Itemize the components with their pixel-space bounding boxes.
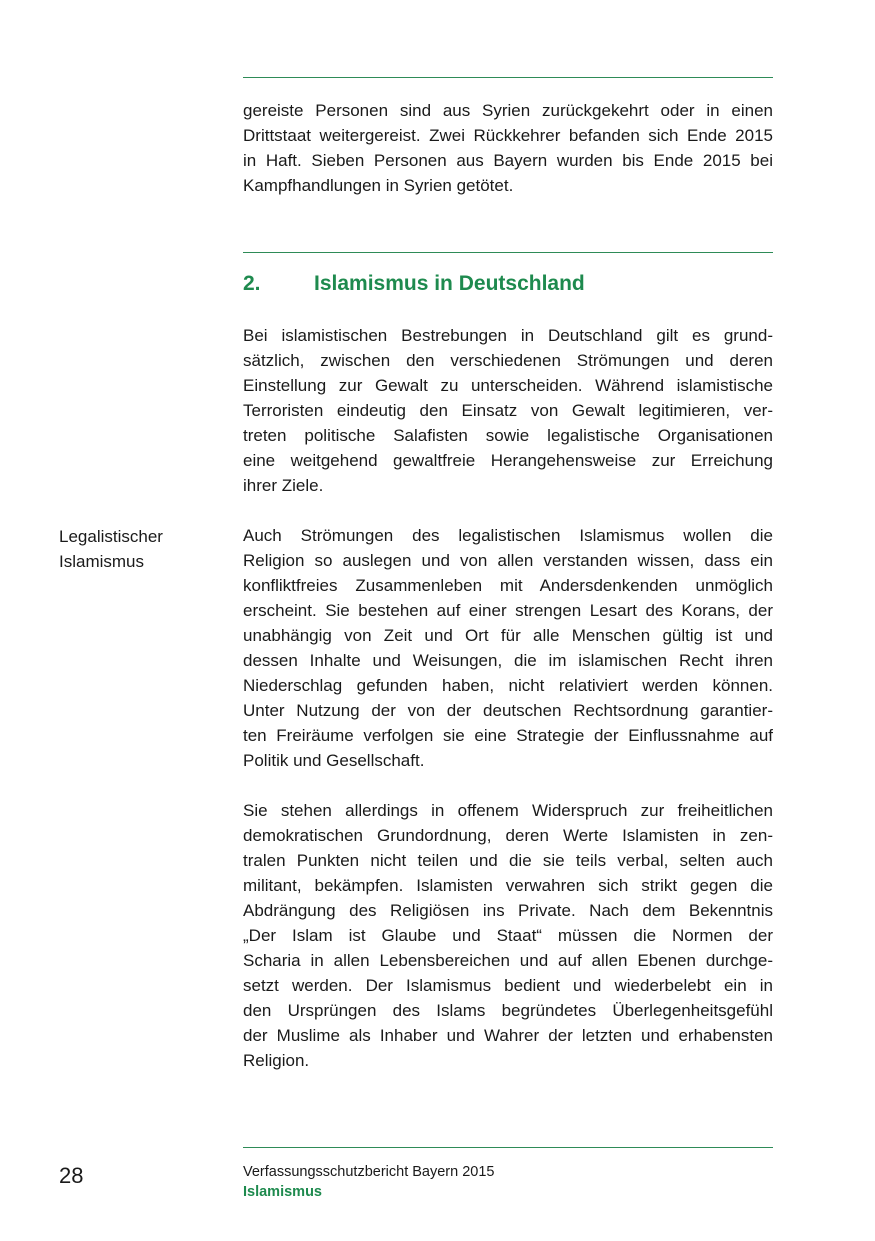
text-line: Politik und Gesellschaft. — [243, 751, 425, 770]
text-line: dessen Inhalte und Weisungen, die im islamischen Recht ihren — [243, 651, 773, 670]
text-line: konfliktfreies Zusammenleben mit Andersdenkenden unmöglich — [243, 576, 773, 595]
footer-rule — [243, 1147, 773, 1148]
text-line: Religion. — [243, 1051, 310, 1070]
text-line: militant, bekämpfen. Islamisten verwahren sich strikt gegen die — [243, 876, 773, 895]
text-line: Terroristen eindeutig den Einsatz von Gewalt legitimieren, ver- — [243, 401, 773, 420]
text-line: Einstellung zur Gewalt zu unterscheiden. Während islamistische — [243, 376, 773, 395]
section-number: 2. — [243, 272, 261, 295]
margin-note-line: Legalistischer — [59, 527, 163, 546]
text-line: „Der Islam ist Glaube und Staat“ müssen die Normen der — [243, 926, 773, 945]
top-rule — [243, 77, 773, 78]
page-number: 28 — [59, 1163, 84, 1188]
intro-paragraph — [243, 323, 773, 498]
text-line: treten politische Salafisten sowie legalistische Organisationen — [243, 426, 773, 445]
text-line: sätzlich, zwischen den verschiedenen Strömungen und deren — [243, 351, 773, 370]
text-line: setzt werden. Der Islamismus bedient und wiederbelebt ein in — [243, 976, 773, 995]
text-line: den Ursprüngen des Islams begründetes Überlegenheitsgefühl — [243, 1001, 773, 1020]
text-line: Niederschlag gefunden haben, nicht relativiert werden können. — [243, 676, 773, 695]
text-line: Sie stehen allerdings in offenem Widerspruch zur freiheitlichen — [243, 801, 773, 820]
text-line: der Muslime als Inhaber und Wahrer der letzten und erhabensten — [243, 1026, 773, 1045]
text-line: Auch Strömungen des legalistischen Islamismus wollen die — [243, 526, 773, 545]
section-rule — [243, 252, 773, 253]
text-line: eine weitgehend gewaltfreie Herangehensweise zur Erreichung — [243, 451, 773, 470]
text-line: erscheint. Sie bestehen auf einer strengen Lesart des Korans, der — [243, 601, 773, 620]
text-line: Religion so auslegen und von allen verstanden wissen, dass ein — [243, 551, 773, 570]
text-line: demokratischen Grundordnung, deren Werte Islamisten in zen- — [243, 826, 773, 845]
text-line: unabhängig von Zeit und Ort für alle Menschen gültig ist und — [243, 626, 773, 645]
contradiction-paragraph — [243, 798, 773, 1073]
footer — [243, 1162, 494, 1202]
text-line: ihrer Ziele. — [243, 476, 324, 495]
section-heading — [243, 270, 773, 298]
text-line: Kampfhandlungen in Syrien getötet. — [243, 176, 514, 195]
text-line: Scharia in allen Lebensbereichen und auf allen Ebenen durchge- — [243, 951, 773, 970]
margin-note-line: Islamismus — [59, 552, 145, 571]
text-line: ten Freiräume verfolgen sie eine Strategie der Einflussnahme auf — [243, 726, 773, 745]
text-line: tralen Punkten nicht teilen und die sie teils verbal, selten auch — [243, 851, 773, 870]
text-line: Bei islamistischen Bestrebungen in Deutschland gilt es grund- — [243, 326, 773, 345]
footer-chapter: Islamismus — [243, 1184, 322, 1200]
text-line: Unter Nutzung der von der deutschen Rechtsordnung garantier- — [243, 701, 773, 720]
text-line: Drittstaat weitergereist. Zwei Rückkehrer befanden sich Ende 2015 — [243, 126, 773, 145]
section-title: Islamismus in Deutschland — [314, 272, 585, 295]
footer-publication: Verfassungsschutzbericht Bayern 2015 — [243, 1164, 495, 1180]
text-line: gereiste Personen sind aus Syrien zurückgekehrt oder in einen — [243, 101, 773, 120]
continuation-paragraph — [243, 98, 773, 198]
text-line: Abdrängung des Religiösen ins Private. Nach dem Bekenntnis — [243, 901, 773, 920]
margin-note — [59, 524, 163, 574]
text-line: in Haft. Sieben Personen aus Bayern wurden bis Ende 2015 bei — [243, 151, 773, 170]
legalistic-paragraph — [243, 523, 773, 773]
